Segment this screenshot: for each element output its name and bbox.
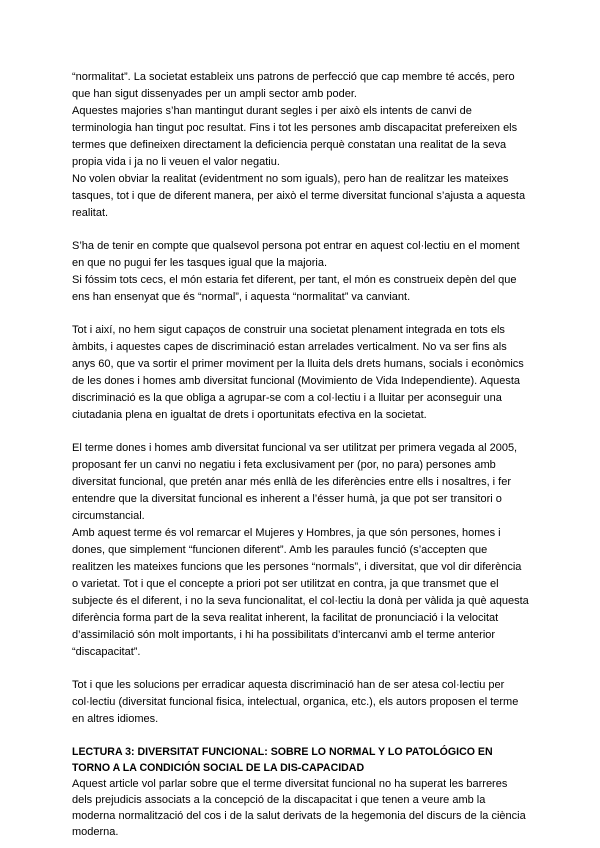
paragraph: Aquestes majories s’han mantingut durant segles i per això els intents de canvi de terminologia han tingut poc resultat. Fins i tot les persones amb discapacitat prefereixen els termes que defineixen directament la deficiencia perquè constatan una realitat de la seva propia vida i ja no li veuen el valor negatiu. xyxy=(72,105,518,168)
paragraph: Tot i així, no hem sigut capaços de construir una societat plenament integrada en tots els àmbits, i aquestes capes de discriminació estan arrelades verticalment. No va ser fins als anys 60, que va sortir el primer moviment per la lluita dels drets humans, socials i econòmics de les dones i homes amb diversitat funcional (Movimiento de Vida Independiente). Aquesta discriminació es la que obliga a agrupar-se com a col·lectiu i a lluitar per aconseguir una ciutadania plena en igualtat de drets i oportunitats efectiva en la societat. xyxy=(72,324,524,421)
paragraph-group-2 xyxy=(72,238,530,306)
paragraph-group-5 xyxy=(72,677,530,728)
lecture-section xyxy=(72,744,530,840)
section-heading: LECTURA 3: DIVERSITAT FUNCIONAL: SOBRE LO NORMAL Y LO PATOLÓGICO EN TORNO A LA CONDICIÓN SOCIAL DE LA DIS-CAPACIDAD xyxy=(72,746,493,774)
section-body: Aquest article vol parlar sobre que el terme diversitat funcional no ha superat les barreres dels prejudicis associats a la concepció de la discapacitat i que tenen a veure amb la moderna normalització del cos i de la salut derivats de la hegemonia del discurs de la ciència moderna. xyxy=(72,778,526,838)
paragraph-group-1 xyxy=(72,69,530,222)
paragraph: No volen obviar la realitat (evidentment no som iguals), pero han de realitzar les mateixes tasques, tot i que de diferent manera, per això el terme diversitat funcional s’ajusta a aquesta realitat. xyxy=(72,173,526,219)
paragraph: El terme dones i homes amb diversitat funcional va ser utilitzat per primera vegada al 2005, proposant fer un canvi no negatiu i feta exclusivament per (por, no para) persones amb diversitat funcional, que pretén anar més enllà de les diferències entre ells i nosaltres, i fer entendre que la diversitat funcional es inherent a l’ésser humà, ja que pot ser transitori o circumstancial. xyxy=(72,442,518,522)
paragraph: Amb aquest terme és vol remarcar el Mujeres y Hombres, ja que són persones, homes i dones, que simplement “funcionen diferent”. Amb les paraules funció (s’accepten que realitzen les mateixes funcions que les persones “normals”, i diversitat, que vol dir diferència o varietat. Tot i que el concepte a priori pot ser utilitzat en contra, ja que transmet que el subjecte és el diferent, i no la seva funcionalitat, el col·lectiu la donà per vàlida ja què aquesta diferència forma part de la seva realitat inherent, la facilitat de pronunciació i la velocitat d’assimilació són molt importants, i hi ha possibilitats d’intercanvi amb el terme anterior “discapacitat”. xyxy=(72,527,529,658)
paragraph-group-3 xyxy=(72,322,530,424)
paragraph: Si fóssim tots cecs, el món estaria fet diferent, per tant, el món es construeix depèn del que ens han ensenyat que és “normal”, i aquesta “normalitat” va canviant. xyxy=(72,274,517,303)
paragraph-group-4 xyxy=(72,440,530,661)
paragraph: S’ha de tenir en compte que qualsevol persona pot entrar en aquest col·lectiu en el moment en que no pugui fer les tasques igual que la majoria. xyxy=(72,240,520,269)
paragraph: Tot i que les solucions per erradicar aquesta discriminació han de ser atesa col·lectiu per col·lectiu (diversitat funcional fisica, intelectual, organica, etc.), els autors proposen el terme en altres idiomes. xyxy=(72,679,519,725)
paragraph: “normalitat”. La societat estableix uns patrons de perfecció que cap membre té accés, pero que han sigut dissenyades per un ampli sector amb poder. xyxy=(72,71,515,100)
